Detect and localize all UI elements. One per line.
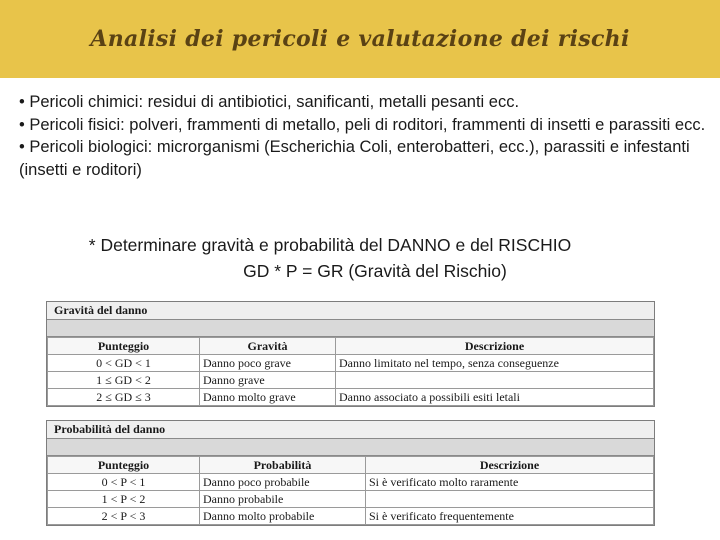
- table-row: [48, 355, 654, 372]
- column-header: Gravità: [200, 338, 336, 355]
- table-spacer-row: [47, 439, 654, 456]
- severity-cell: Danno molto grave: [200, 389, 336, 406]
- probability-cell: Danno probabile: [200, 491, 366, 508]
- column-header: Punteggio: [48, 457, 200, 474]
- bullet-biological-hazards: • Pericoli biologici: microrganismi (Escherichia Coli, enterobatteri, ecc.), parassiti e infestanti (insetti e roditori): [19, 138, 690, 179]
- score-cell: 0 < GD < 1: [48, 355, 200, 372]
- description-cell: Si è verificato frequentemente: [366, 508, 654, 525]
- score-cell: 0 < P < 1: [48, 474, 200, 491]
- column-header: Descrizione: [336, 338, 654, 355]
- bullet-chemical-hazards: • Pericoli chimici: residui di antibiotici, sanificanti, metalli pesanti ecc.: [19, 93, 520, 111]
- table-row: [48, 508, 654, 525]
- title-banner: [0, 0, 720, 78]
- severity-cell: Danno grave: [200, 372, 336, 389]
- description-cell: Si è verificato molto raramente: [366, 474, 654, 491]
- table-row: [48, 474, 654, 491]
- table-row: [48, 491, 654, 508]
- bullet-physical-hazards: • Pericoli fisici: polveri, frammenti di metallo, peli di roditori, frammenti di insetti e parassiti ecc.: [19, 115, 706, 134]
- note-line-1: * Determinare gravità e probabilità del DANNO e del RISCHIO: [88, 235, 572, 255]
- hazard-list: [19, 91, 709, 181]
- slide-title: Analisi dei pericoli e valutazione dei rischi: [90, 26, 630, 52]
- description-cell: Danno associato a possibili esiti letali: [336, 389, 654, 406]
- score-cell: 1 ≤ GD < 2: [48, 372, 200, 389]
- column-header: Descrizione: [366, 457, 654, 474]
- score-cell: 2 ≤ GD ≤ 3: [48, 389, 200, 406]
- score-cell: 1 < P < 2: [48, 491, 200, 508]
- probability-cell: Danno poco probabile: [200, 474, 366, 491]
- probability-table-caption: Probabilità del danno: [47, 421, 654, 439]
- gravity-table-caption: Gravità del danno: [47, 302, 654, 320]
- description-cell: [366, 491, 654, 508]
- risk-formula-note: [0, 232, 720, 284]
- description-cell: [336, 372, 654, 389]
- note-line-2: GD * P = GR (Gravità del Rischio): [243, 261, 507, 281]
- severity-cell: Danno poco grave: [200, 355, 336, 372]
- gravity-table: [46, 301, 655, 407]
- probability-table: [46, 420, 655, 526]
- column-header: Punteggio: [48, 338, 200, 355]
- table-spacer-row: [47, 320, 654, 337]
- table-row: [48, 372, 654, 389]
- probability-cell: Danno molto probabile: [200, 508, 366, 525]
- table-header-row: [48, 457, 654, 474]
- description-cell: Danno limitato nel tempo, senza conseguenze: [336, 355, 654, 372]
- table-header-row: [48, 338, 654, 355]
- score-cell: 2 < P < 3: [48, 508, 200, 525]
- column-header: Probabilità: [200, 457, 366, 474]
- table-row: [48, 389, 654, 406]
